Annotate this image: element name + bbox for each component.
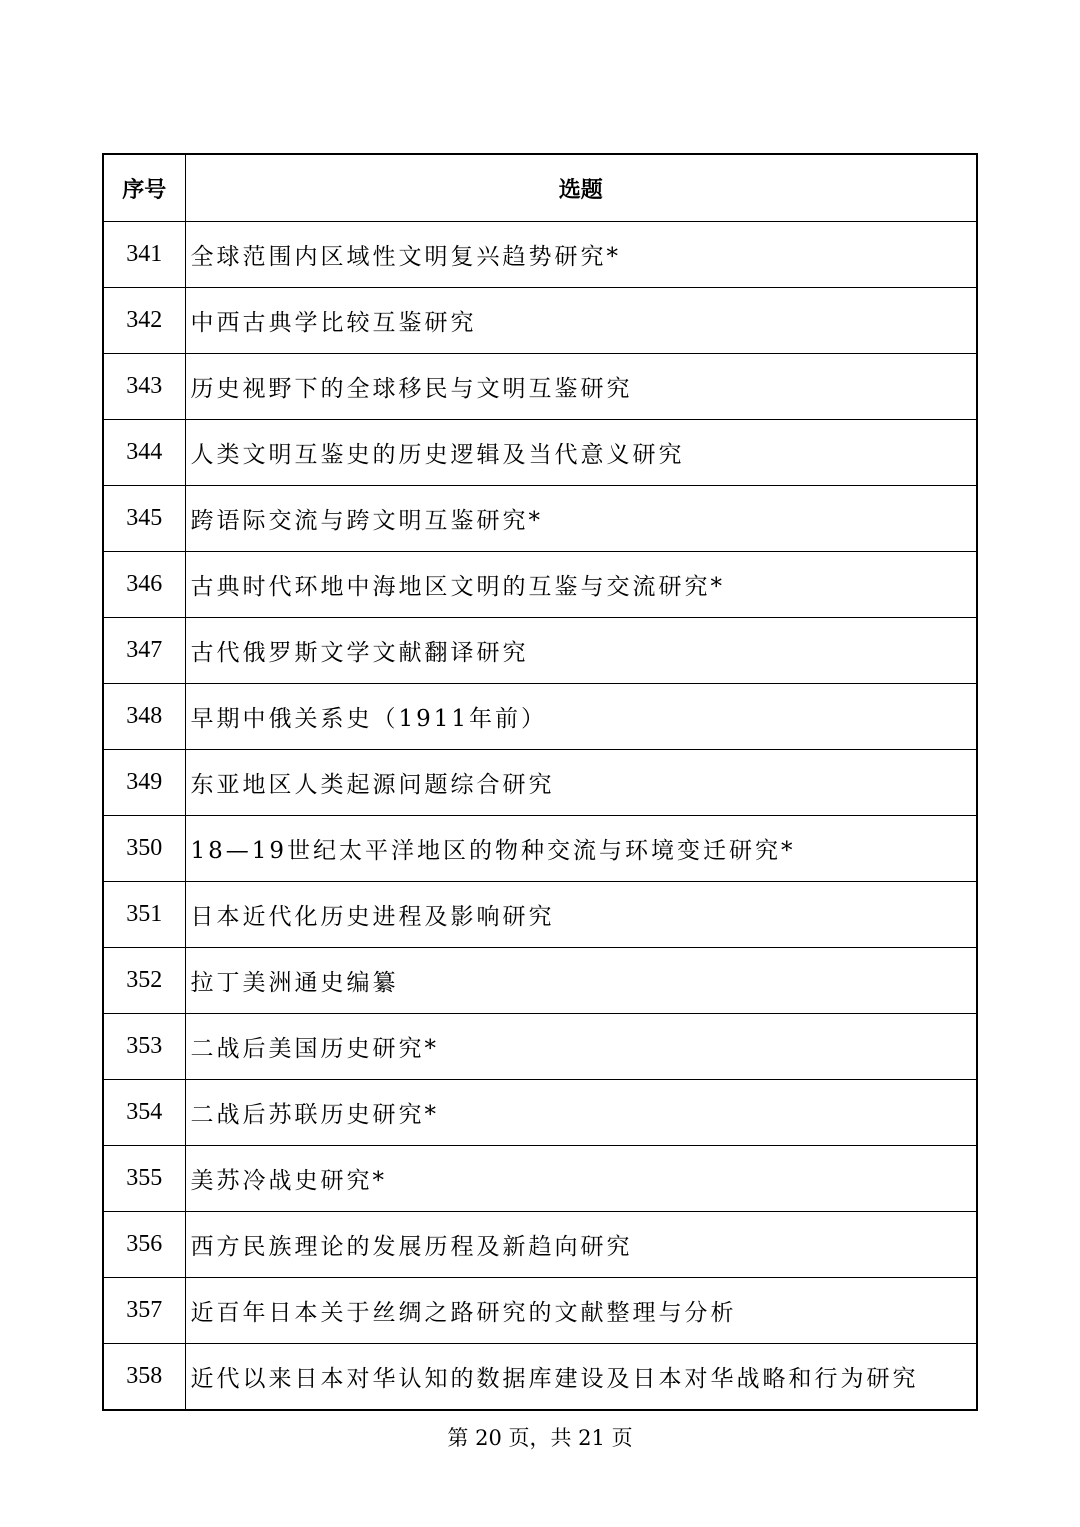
table-header	[103, 154, 977, 222]
table-row	[103, 1080, 977, 1146]
table-row	[103, 420, 977, 486]
row-topic: 古代俄罗斯文学文献翻译研究	[185, 618, 977, 684]
header-topic: 选题	[185, 154, 977, 222]
row-topic: 早期中俄关系史（1911年前）	[185, 684, 977, 750]
row-number: 349	[103, 750, 185, 816]
row-topic: 全球范围内区域性文明复兴趋势研究*	[185, 222, 977, 288]
row-topic: 近百年日本关于丝绸之路研究的文献整理与分析	[185, 1278, 977, 1344]
row-number: 357	[103, 1278, 185, 1344]
table-row	[103, 354, 977, 420]
table-row	[103, 222, 977, 288]
row-number: 354	[103, 1080, 185, 1146]
row-topic: 人类文明互鉴史的历史逻辑及当代意义研究	[185, 420, 977, 486]
row-topic: 二战后美国历史研究*	[185, 1014, 977, 1080]
table-row	[103, 816, 977, 882]
row-number: 343	[103, 354, 185, 420]
row-topic: 古典时代环地中海地区文明的互鉴与交流研究*	[185, 552, 977, 618]
table-row	[103, 1212, 977, 1278]
row-number: 345	[103, 486, 185, 552]
row-topic: 近代以来日本对华认知的数据库建设及日本对华战略和行为研究	[185, 1344, 977, 1411]
header-row	[103, 154, 977, 222]
row-number: 355	[103, 1146, 185, 1212]
table-row	[103, 288, 977, 354]
table-row	[103, 1344, 977, 1411]
row-number: 344	[103, 420, 185, 486]
row-number: 341	[103, 222, 185, 288]
row-number: 358	[103, 1344, 185, 1411]
table-row	[103, 1278, 977, 1344]
row-topic: 历史视野下的全球移民与文明互鉴研究	[185, 354, 977, 420]
topics-table-container	[102, 153, 976, 1411]
table-row	[103, 684, 977, 750]
row-number: 342	[103, 288, 185, 354]
table-row	[103, 618, 977, 684]
row-number: 356	[103, 1212, 185, 1278]
row-topic: 西方民族理论的发展历程及新趋向研究	[185, 1212, 977, 1278]
table-row	[103, 1146, 977, 1212]
row-topic: 美苏冷战史研究*	[185, 1146, 977, 1212]
row-number: 347	[103, 618, 185, 684]
row-topic: 跨语际交流与跨文明互鉴研究*	[185, 486, 977, 552]
page-footer	[0, 1422, 1080, 1452]
topics-table	[102, 153, 978, 1411]
row-topic: 日本近代化历史进程及影响研究	[185, 882, 977, 948]
table-row	[103, 1014, 977, 1080]
table-row	[103, 552, 977, 618]
row-number: 353	[103, 1014, 185, 1080]
row-topic: 二战后苏联历史研究*	[185, 1080, 977, 1146]
row-number: 351	[103, 882, 185, 948]
header-serial-number: 序号	[103, 154, 185, 222]
row-topic: 中西古典学比较互鉴研究	[185, 288, 977, 354]
table-row	[103, 750, 977, 816]
table-body	[103, 222, 977, 1411]
row-topic: 东亚地区人类起源问题综合研究	[185, 750, 977, 816]
row-number: 348	[103, 684, 185, 750]
row-number: 346	[103, 552, 185, 618]
row-topic: 拉丁美洲通史编纂	[185, 948, 977, 1014]
table-row	[103, 948, 977, 1014]
page-number: 第 20 页，共 21 页	[447, 1426, 633, 1450]
row-number: 352	[103, 948, 185, 1014]
row-number: 350	[103, 816, 185, 882]
table-row	[103, 882, 977, 948]
table-row	[103, 486, 977, 552]
row-topic: 18—19世纪太平洋地区的物种交流与环境变迁研究*	[185, 816, 977, 882]
